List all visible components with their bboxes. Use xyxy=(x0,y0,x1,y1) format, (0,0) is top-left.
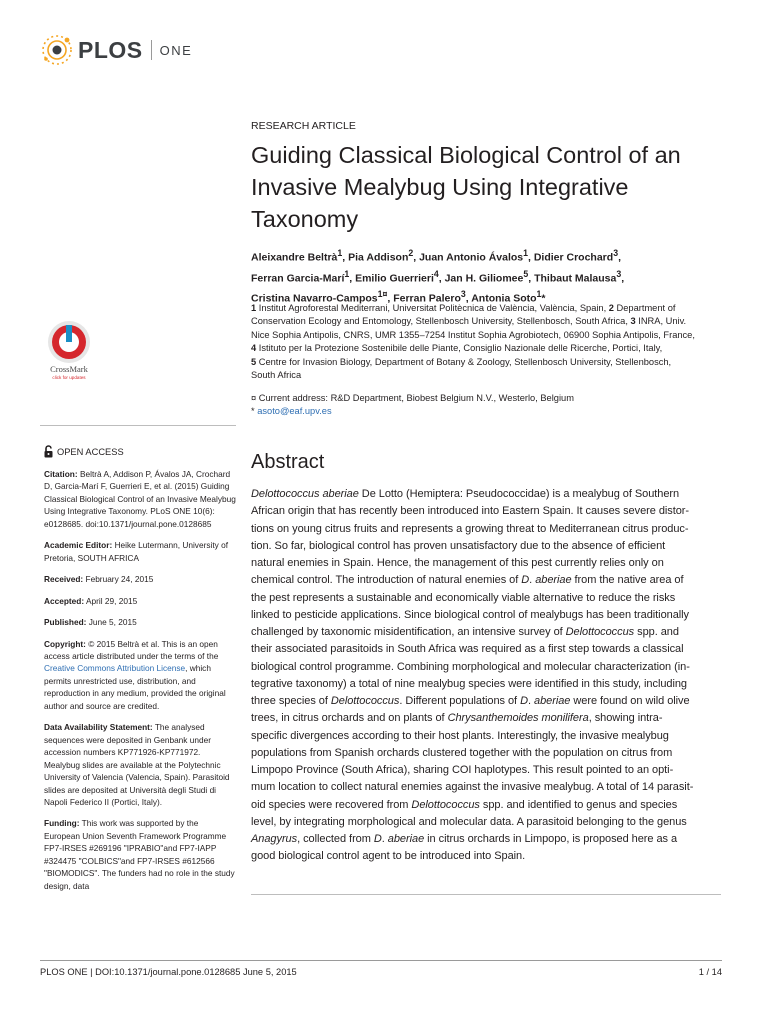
data-availability-label: Data Availability Statement: xyxy=(44,722,153,733)
crossmark-label: CrossMark xyxy=(50,364,88,374)
footer-divider xyxy=(40,960,722,961)
editor-text: Heike Lutermann, University of Pretoria, SOUTH AFRICA xyxy=(44,540,229,563)
affiliations: 1 Institut Agroforestal Mediterrani, Universitat Politècnica de València, València, Spain, 2 Department of Conservation Ecology and Entomology, Stellenbosch University, Stellenbosch, South Africa, 3 INRA, Univ. Nice Sophia Antipolis, CNRS, UMR 1355–7254 Institut Sophia Agrobiotech, 06900 Sophia Antipolis, France, 4 Istituto per la Protezione Sostenibile delle Piante, Consiglio Nazionale delle Ricerche, Portici, Italy, 5 Centre for Invasion Biology, Department of Botany & Zoology, Stellenbosch University, Stellenbosch, South Africa xyxy=(251,303,695,381)
copyright xyxy=(44,638,236,713)
crossmark-badge[interactable] xyxy=(40,320,98,385)
published-label: Published: xyxy=(44,617,87,628)
page-number: 1 / 14 xyxy=(698,967,722,977)
funding-text: This work was supported by the European Union Seventh Framework Programme FP7-IRSES #269196 "IPRABIO"and FP7-IAPP #324475 "COLBICS"and FP7-IRSES #612566 "BIOMODICS". The funders had no role in the study design, data xyxy=(44,818,235,891)
editor-label: Academic Editor: xyxy=(44,540,113,551)
article-type: RESEARCH ARTICLE xyxy=(251,120,356,132)
current-address: ¤ Current address: R&D Department, Biobest Belgium N.V., Westerlo, Belgium xyxy=(251,393,574,403)
corresponding-email-link[interactable]: asoto@eaf.upv.es xyxy=(257,406,332,416)
open-access-label: OPEN ACCESS xyxy=(57,446,124,457)
citation xyxy=(44,468,236,530)
abstract-divider xyxy=(251,894,721,895)
crossmark-icon xyxy=(40,320,98,380)
article-metadata xyxy=(44,468,236,901)
data-availability-text: The analysed sequences were deposited in Genbank under accession numbers KP771926-KP771972. Mealybug slides are available at the Polytechnic University of Valencia (Valencia, Spain). Parasitoid slides are deposited at Università degli Studi di Napoli Federico II (Portici, Italy). xyxy=(44,722,230,807)
citation-label: Citation: xyxy=(44,469,78,479)
copyright-text: © 2015 Beltrà et al. This is an open access article distributed under the terms of the xyxy=(44,638,219,661)
abstract-heading: Abstract xyxy=(251,451,325,473)
author-list: Aleixandre Beltrà$^1$, Pia Addison$^2$, Juan Antonio Ávalos$^1$, Didier Crochard$^3$, Ferran Garcia-Marí$^1$, Emilio Guerrieri$^4$, Jan H. Giliomee$^5$, Thibaut Malausa$^3$, Cristina Navarro-Campos$^{1¤}$, Ferran Palero$^3$, Antonia Soto$^1$* xyxy=(251,248,625,305)
logo-subtitle: ONE xyxy=(159,42,193,58)
received-label: Received: xyxy=(44,574,84,585)
open-access-badge xyxy=(44,445,124,458)
plos-logo-icon xyxy=(40,33,74,67)
logo-text: PLOS xyxy=(78,36,143,63)
accepted-text: April 29, 2015 xyxy=(85,595,138,606)
received-text: February 24, 2015 xyxy=(85,574,154,585)
academic-editor xyxy=(44,539,236,564)
logo-divider xyxy=(151,40,152,60)
corresponding-author xyxy=(251,405,721,418)
abstract-body xyxy=(251,486,721,866)
sidebar-divider xyxy=(40,425,236,426)
copyright-text-end: , which permits unrestricted use, distribution, and reproduction in any medium, provided the original author and source are credited. xyxy=(44,663,226,711)
license-link[interactable]: Creative Commons Attribution License xyxy=(44,663,186,674)
open-lock-icon xyxy=(44,445,53,458)
footer-citation: PLOS ONE | DOI:10.1371/journal.pone.0128685 June 5, 2015 xyxy=(40,967,297,977)
data-availability xyxy=(44,721,236,808)
corresponding-marker: * xyxy=(251,406,258,416)
funding-label: Funding: xyxy=(44,818,80,829)
citation-text: Beltrà A, Addison P, Ávalos JA, Crochard D, Garcia-Marí F, Guerrieri E, et al. (2015) Guiding Classical Biological Control of an Invasive Mealybug Using Integrative Taxonomy. PLoS ONE 10(6): e0128685. doi:10.1371/journal.pone.0128685 xyxy=(44,469,236,529)
article-title: Guiding Classical Biological Control of an Invasive Mealybug Using Integrative Taxonomy xyxy=(251,142,681,232)
copyright-label: Copyright: xyxy=(44,638,86,649)
accepted-label: Accepted: xyxy=(44,595,85,606)
published-date xyxy=(44,616,236,628)
funding xyxy=(44,817,236,892)
abstract-paragraph: Delottococcus aberiae De Lotto (Hemiptera: Pseudococcidae) is a mealybug of Southern African origin that has recently been introduced into Eastern Spain. It causes severe distor- tions on young citrus fruits and represents a growing threat to Mediterranean citrus produc- tion. So far, biological control has proven unsatisfactory due to the absence of efficient natural enemies in Spain. Hence, the management of this pest currently relies only on chemical control. The introduction of natural enemies of D. aberiae from the native area of the pest represents a sustainable and economically viable alternative to reduce the risks linked to pesticide applications. Since biological control of mealybugs has been traditionally challenged by taxonomic misidentification, an intensive survey of Delottococcus spp. and their associated parasitoids in South Africa was required as a first step towards a classical biological control programme. Combining morphological and molecular characterization (in- tegrative taxonomy) a total of nine mealybug species were identified in this study, including three species of Delottococcus. Different populations of D. aberiae were found on wild olive trees, in citrus orchards and on plants of Chrysanthemoides monilifera, showing intra- specific divergences according to their host plants. Interestingly, the invasive mealybug populations from Spanish orchards clustered together with the population on citrus from Limpopo Province (South Africa), sharing COI haplotypes. This result pointed to an opti- mum location to collect natural enemies against the invasive mealybug. A total of 14 parasit- oid species were recovered from Delottococcus spp. and identified to genus and species level, by integrating morphological and molecular data. A parasitoid belonging to the genus Anagyrus, collected from D. aberiae in citrus orchards in Limpopo, is proposed here as a good biological control agent to be introduced into Spain. xyxy=(251,488,694,863)
crossmark-sublabel: click for updates xyxy=(52,375,86,380)
received-date xyxy=(44,573,236,585)
accepted-date xyxy=(44,595,236,607)
journal-logo[interactable] xyxy=(40,32,192,68)
author-notes xyxy=(251,392,721,418)
published-text: June 5, 2015 xyxy=(88,617,137,628)
